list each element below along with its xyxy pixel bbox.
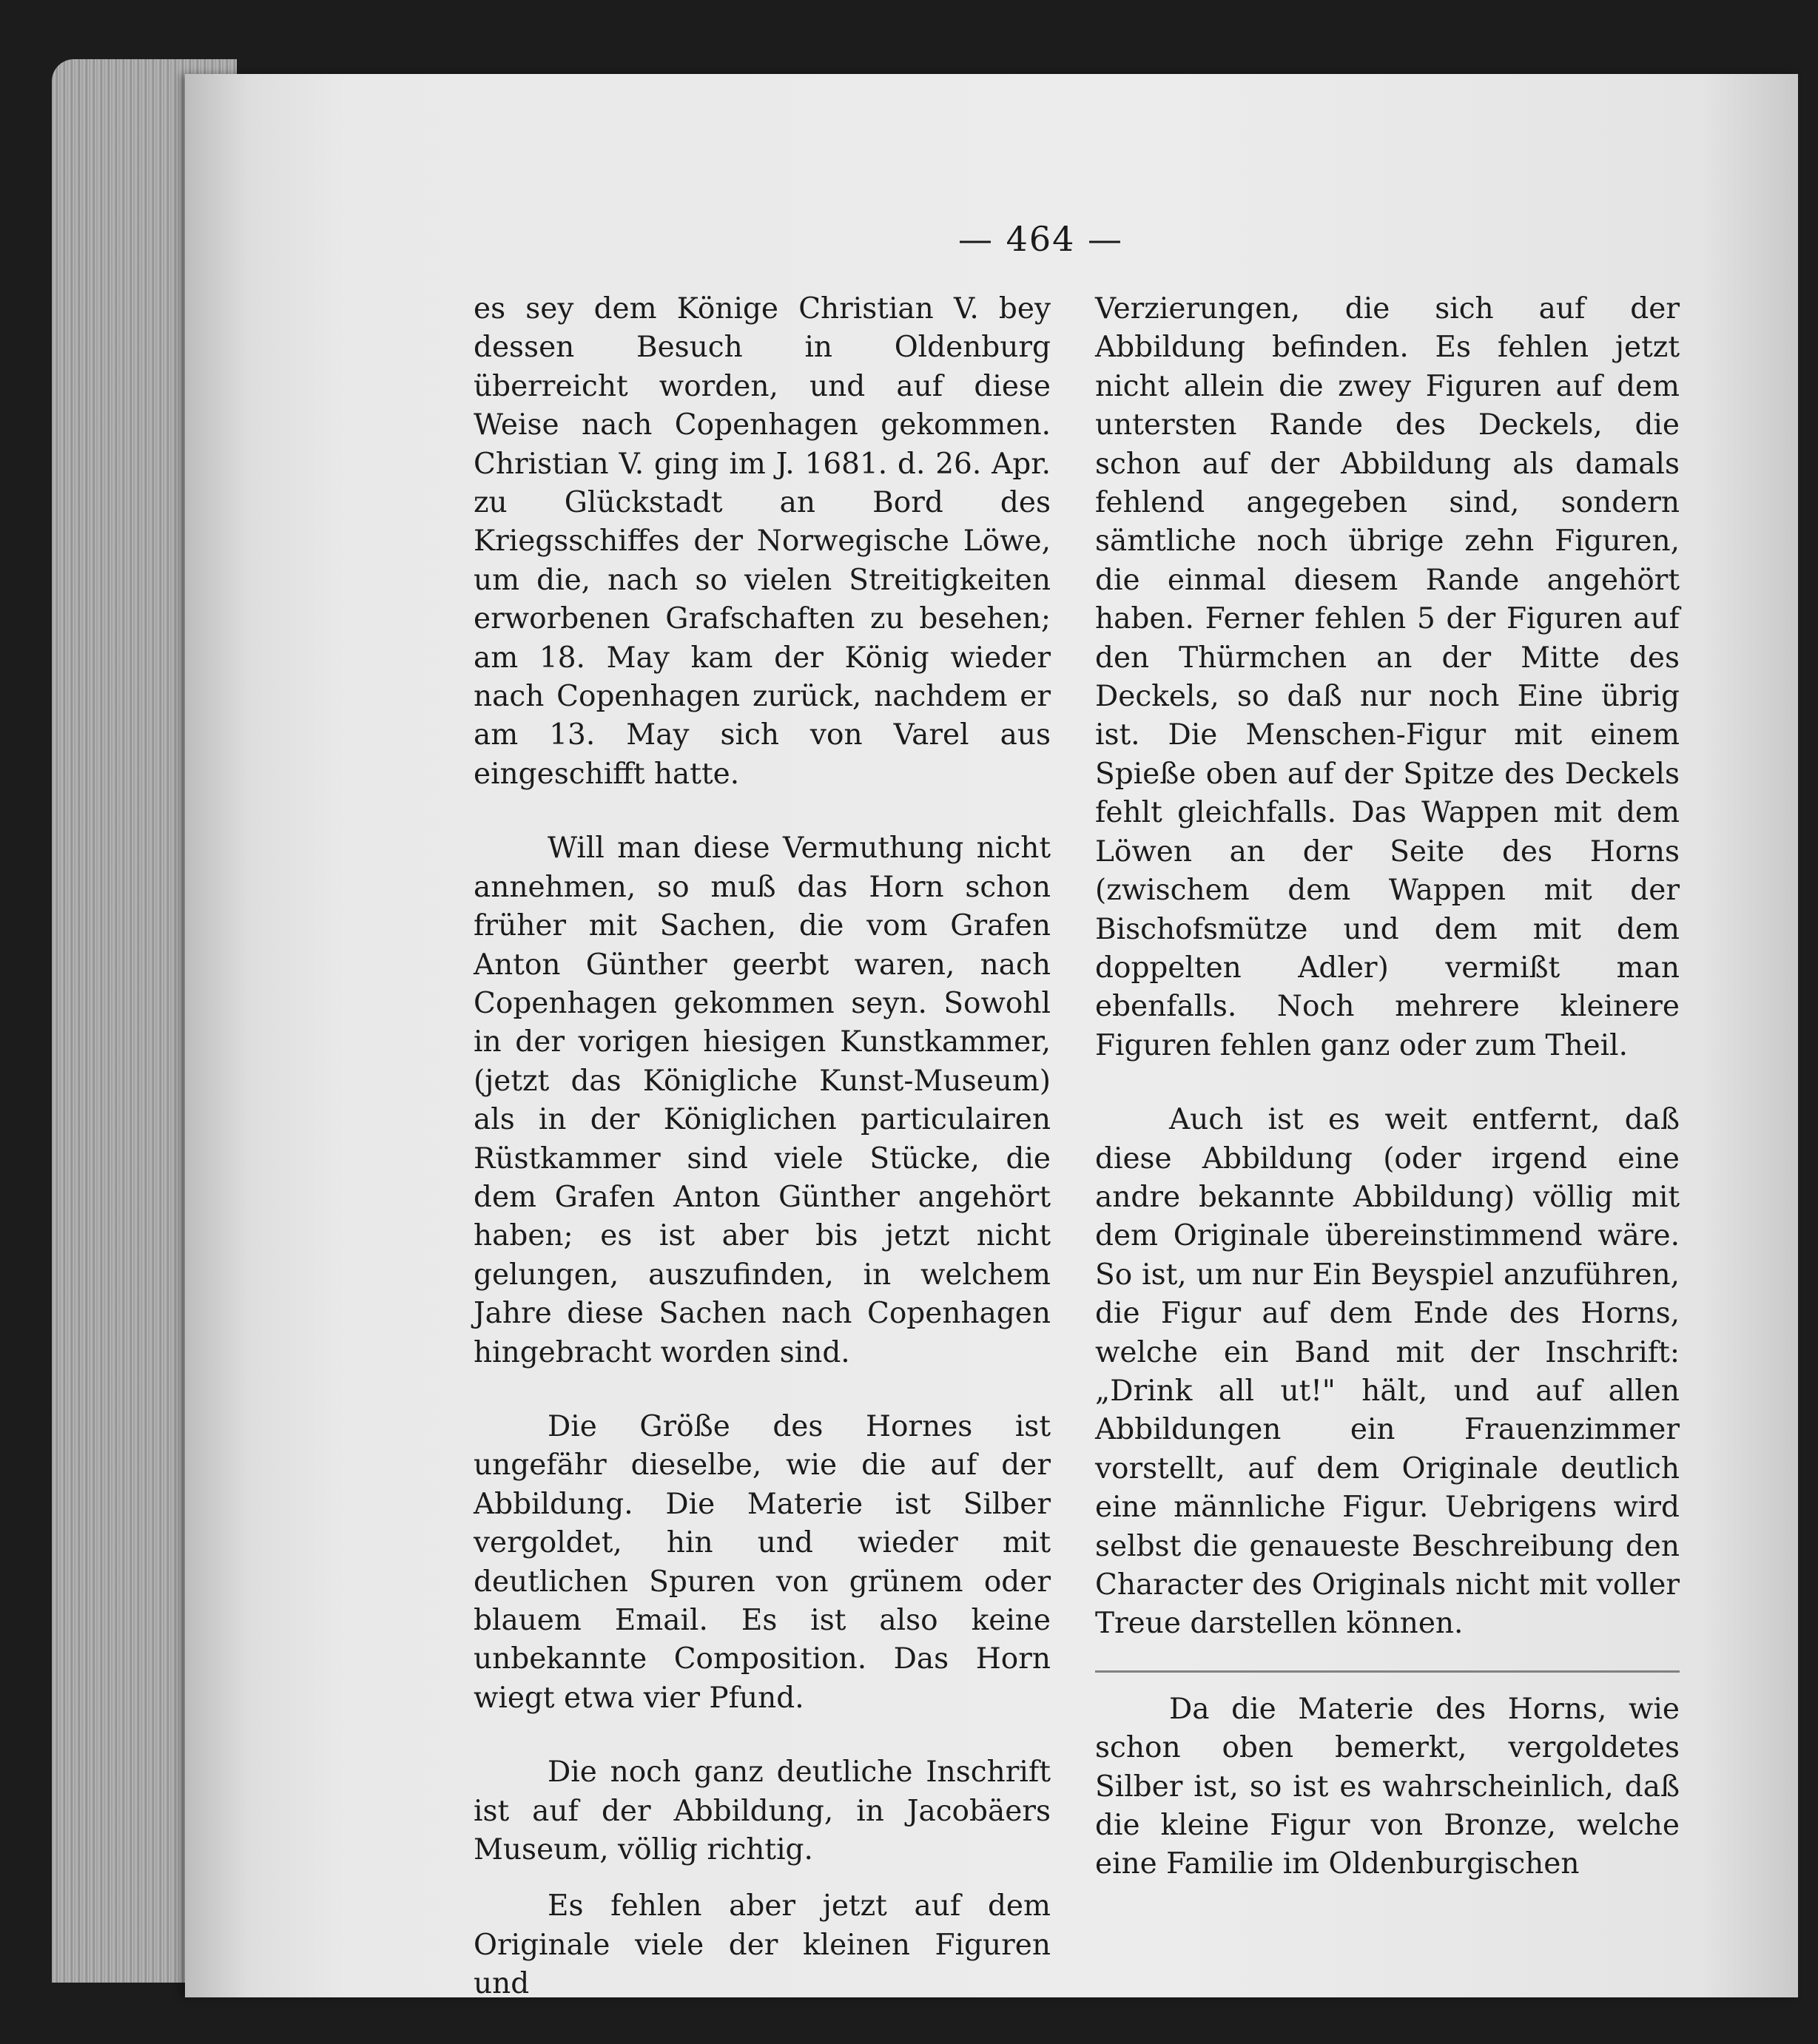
page-number: — 464 — bbox=[958, 219, 1124, 259]
left-text-column bbox=[474, 290, 1051, 2004]
right-text-column bbox=[1095, 290, 1680, 1884]
left-paragraph-1: es sey dem Könige Christian V. bey dessen Besuch in Oldenburg überreicht worden, und auf diese Weise nach Copenhagen gekommen. Christian V. ging im J. 1681. d. 26. Apr. zu Glückstadt an Bord des Kriegsschiffes der Norwegische Löwe, um die, nach so vielen Streitigkeiten erworbenen Grafschaften zu besehen; am 18. May kam der König wieder nach Copenhagen zurück, nachdem er am 13. May sich von Varel aus eingeschifft hatte. bbox=[474, 292, 1051, 791]
left-paragraph-4: Die noch ganz deutliche Inschrift ist auf der Abbildung, in Jacobäers Museum, völlig richtig. bbox=[474, 1755, 1051, 1867]
right-paragraph-2: Auch ist es weit entfernt, daß diese Abbildung (oder irgend eine andre bekannte Abbildung) völlig mit dem Originale übereinstimmend wäre. So ist, um nur Ein Beyspiel anzuführen, die Figur auf dem Ende des Horns, welche ein Band mit der Inschrift: „Drink all ut!" hält, und auf allen Abbildungen ein Frauenzimmer vorstellt, auf dem Originale deutlich eine männliche Figur. Uebrigens wird selbst die genaueste Beschreibung den Character des Originals nicht mit voller Treue darstellen können. bbox=[1095, 1103, 1680, 1641]
left-paragraph-5: Es fehlen aber jetzt auf dem Originale viele der kleinen Figuren und bbox=[474, 1889, 1051, 2001]
left-paragraph-3: Die Größe des Hornes ist ungefähr dieselbe, wie die auf der Abbildung. Die Materie ist Silber vergoldet, hin und wieder mit deutlichen Spuren von grünem oder blauem Email. Es ist also keine unbekannte Composition. Das Horn wiegt etwa vier Pfund. bbox=[474, 1409, 1051, 1715]
section-divider bbox=[1095, 1670, 1680, 1673]
right-paragraph-3: Da die Materie des Horns, wie schon oben bemerkt, vergoldetes Silber ist, so ist es wahrscheinlich, daß die kleine Figur von Bronze, welche eine Familie im Oldenburgischen bbox=[1095, 1692, 1680, 1881]
right-paragraph-1: Verzierungen, die sich auf der Abbildung befinden. Es fehlen jetzt nicht allein die zwey Figuren auf dem untersten Rande des Deckels, die schon auf der Abbildung als damals fehlend angegeben sind, sondern sämtliche noch übrige zehn Figuren, die einmal diesem Rande angehört haben. Ferner fehlen 5 der Figuren auf den Thürmchen an der Mitte des Deckels, so daß nur noch Eine übrig ist. Die Menschen-Figur mit einem Spieße oben auf der Spitze des Deckels fehlt gleichfalls. Das Wappen mit dem Löwen an der Seite des Horns (zwischem dem Wappen mit der Bischofsmütze und dem mit dem doppelten Adler) vermißt man ebenfalls. Noch mehrere kleinere Figuren fehlen ganz oder zum Theil. bbox=[1095, 292, 1680, 1062]
left-paragraph-2: Will man diese Vermuthung nicht annehmen, so muß das Horn schon früher mit Sachen, die vom Grafen Anton Günther geerbt waren, nach Copenhagen gekommen seyn. Sowohl in der vorigen hiesigen Kunstkammer, (jetzt das Königliche Kunst-Museum) als in der Königlichen particulairen Rüstkammer sind viele Stücke, die dem Grafen Anton Günther angehört haben; es ist aber bis jetzt nicht gelungen, auszufinden, in welchem Jahre diese Sachen nach Copenhagen hingebracht worden sind. bbox=[474, 832, 1051, 1369]
